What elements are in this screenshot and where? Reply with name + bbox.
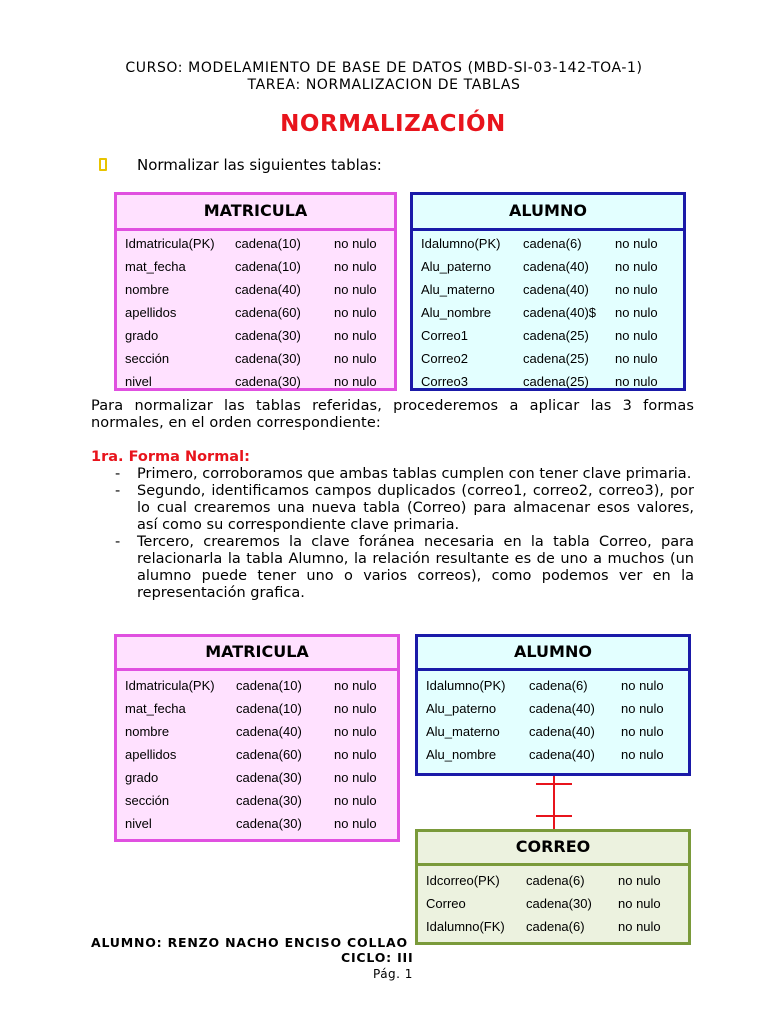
relationship-connector [530, 776, 580, 831]
table-row [117, 282, 394, 304]
table-matricula-title: MATRICULA [117, 637, 397, 671]
table-alumno-title: ALUMNO [418, 637, 688, 671]
field-constraint: no nulo [618, 873, 661, 888]
table-row [413, 351, 683, 373]
field-type: cadena(30) [235, 328, 301, 343]
intro-paragraph: Para normalizar las tablas referidas, procederemos a aplicar las 3 formas normales, en el orden correspondiente: [91, 398, 694, 431]
field-type: cadena(10) [235, 259, 301, 274]
field-name: nombre [125, 282, 170, 297]
table-matricula-original [114, 192, 397, 391]
table-row [418, 724, 688, 746]
section-heading-1fn: 1ra. Forma Normal: [91, 449, 250, 465]
field-type: cadena(40) [529, 701, 595, 716]
field-name: grado [125, 328, 159, 343]
field-type: cadena(25) [523, 351, 589, 366]
field-type: cadena(30) [235, 351, 301, 366]
table-row [413, 236, 683, 258]
steps-list [91, 466, 694, 602]
field-type: cadena(40) [523, 282, 589, 297]
field-constraint: no nulo [334, 701, 377, 716]
field-name: Alu_paterno [426, 701, 497, 716]
field-type: cadena(40) [236, 724, 302, 739]
field-name: Idalumno(FK) [426, 919, 505, 934]
field-name: Idmatricula(PK) [125, 236, 215, 251]
table-row [413, 328, 683, 350]
field-type: cadena(30) [526, 896, 592, 911]
field-name: sección [125, 793, 170, 808]
field-name: Correo [426, 896, 466, 911]
field-constraint: no nulo [334, 793, 377, 808]
field-type: cadena(40) [529, 747, 595, 762]
field-name: grado [125, 770, 159, 785]
page-number: Pág. 1 [373, 967, 413, 981]
field-type: cadena(60) [236, 747, 302, 762]
field-type: cadena(6) [529, 678, 588, 693]
field-type: cadena(25) [523, 328, 589, 343]
field-constraint: no nulo [615, 328, 658, 343]
field-constraint: no nulo [334, 678, 377, 693]
field-constraint: no nulo [334, 351, 377, 366]
table-row [117, 793, 397, 815]
field-constraint: no nulo [615, 236, 658, 251]
field-constraint: no nulo [334, 259, 377, 274]
field-constraint: no nulo [618, 919, 661, 934]
table-row [117, 328, 394, 350]
table-row [117, 259, 394, 281]
field-type: cadena(40) [529, 724, 595, 739]
field-type: cadena(40) [235, 282, 301, 297]
field-constraint: no nulo [334, 747, 377, 762]
field-constraint: no nulo [615, 305, 658, 320]
table-row [413, 374, 683, 396]
field-type: cadena(40)$ [523, 305, 596, 320]
field-name: Alu_materno [421, 282, 495, 297]
table-alumno-title: ALUMNO [413, 195, 683, 231]
table-correo-title: CORREO [418, 832, 688, 866]
table-row [117, 770, 397, 792]
intro-bullet-text: Normalizar las siguientes tablas: [137, 156, 382, 174]
table-row [418, 873, 688, 895]
field-constraint: no nulo [621, 724, 664, 739]
list-item: - Tercero, crearemos la clave foránea necesaria en la tabla Correo, para relacionarla la tabla Alumno, la relación resultante es de uno a muchos (un alumno puede tener uno o varios correos), como podemos ver en la representación grafica. [115, 534, 694, 601]
field-constraint: no nulo [334, 770, 377, 785]
table-row [418, 747, 688, 769]
field-name: Alu_nombre [421, 305, 492, 320]
footer-cycle: CICLO: III [341, 950, 414, 965]
table-row [418, 678, 688, 700]
table-row [418, 701, 688, 723]
field-type: cadena(30) [236, 770, 302, 785]
field-type: cadena(40) [523, 259, 589, 274]
field-constraint: no nulo [334, 374, 377, 389]
table-alumno-original [410, 192, 686, 391]
field-name: sección [125, 351, 170, 366]
table-row [117, 724, 397, 746]
field-name: nombre [125, 724, 170, 739]
bullet-icon [99, 158, 107, 171]
field-name: nivel [125, 816, 152, 831]
field-constraint: no nulo [334, 282, 377, 297]
field-name: Correo1 [421, 328, 468, 343]
field-type: cadena(6) [526, 919, 585, 934]
field-constraint: no nulo [334, 724, 377, 739]
table-row [117, 236, 394, 258]
field-constraint: no nulo [334, 816, 377, 831]
table-row [117, 374, 394, 396]
table-row [117, 305, 394, 327]
footer-student: ALUMNO: RENZO NACHO ENCISO COLLAO [91, 935, 408, 950]
list-item: - Primero, corroboramos que ambas tablas cumplen con tener clave primaria. [115, 466, 692, 482]
table-row [117, 747, 397, 769]
table-row [413, 259, 683, 281]
field-type: cadena(6) [526, 873, 585, 888]
field-name: nivel [125, 374, 152, 389]
table-row [413, 305, 683, 327]
table-row [117, 678, 397, 700]
table-row [413, 282, 683, 304]
table-row [418, 896, 688, 918]
field-name: Idmatricula(PK) [125, 678, 215, 693]
field-constraint: no nulo [615, 282, 658, 297]
field-constraint: no nulo [618, 896, 661, 911]
table-correo [415, 829, 691, 945]
table-row [117, 816, 397, 838]
course-title: CURSO: MODELAMIENTO DE BASE DE DATOS (MBD-SI-03-142-TOA-1) [125, 60, 643, 76]
page-title: NORMALIZACIÓN [280, 111, 506, 137]
table-row [117, 701, 397, 723]
field-name: Idcorreo(PK) [426, 873, 500, 888]
field-constraint: no nulo [621, 678, 664, 693]
field-constraint: no nulo [621, 701, 664, 716]
field-type: cadena(6) [523, 236, 582, 251]
field-constraint: no nulo [334, 236, 377, 251]
table-row [117, 351, 394, 373]
field-name: Alu_nombre [426, 747, 497, 762]
field-name: Correo2 [421, 351, 468, 366]
field-name: Alu_materno [426, 724, 500, 739]
field-name: apellidos [125, 305, 177, 320]
table-row [418, 919, 688, 941]
field-constraint: no nulo [334, 328, 377, 343]
field-type: cadena(10) [235, 236, 301, 251]
field-type: cadena(10) [236, 701, 302, 716]
field-name: mat_fecha [125, 259, 186, 274]
field-name: Alu_paterno [421, 259, 492, 274]
field-constraint: no nulo [615, 374, 658, 389]
field-constraint: no nulo [621, 747, 664, 762]
field-constraint: no nulo [615, 259, 658, 274]
field-name: Correo3 [421, 374, 468, 389]
field-type: cadena(60) [235, 305, 301, 320]
field-type: cadena(25) [523, 374, 589, 389]
field-name: Idalumno(PK) [421, 236, 501, 251]
field-type: cadena(30) [236, 816, 302, 831]
task-title: TAREA: NORMALIZACION DE TABLAS [247, 77, 521, 93]
field-type: cadena(30) [235, 374, 301, 389]
field-constraint: no nulo [334, 305, 377, 320]
table-alumno-normalized [415, 634, 691, 776]
field-name: Idalumno(PK) [426, 678, 506, 693]
field-name: apellidos [125, 747, 177, 762]
field-type: cadena(30) [236, 793, 302, 808]
table-matricula-title: MATRICULA [117, 195, 394, 231]
table-matricula-normalized [114, 634, 400, 842]
list-item: - Segundo, identificamos campos duplicados (correo1, correo2, correo3), por lo cual crearemos una nueva tabla (Correo) para almacenar esos valores, así como su correspondiente clave primaria. [115, 483, 694, 533]
field-constraint: no nulo [615, 351, 658, 366]
field-name: mat_fecha [125, 701, 186, 716]
field-type: cadena(10) [236, 678, 302, 693]
